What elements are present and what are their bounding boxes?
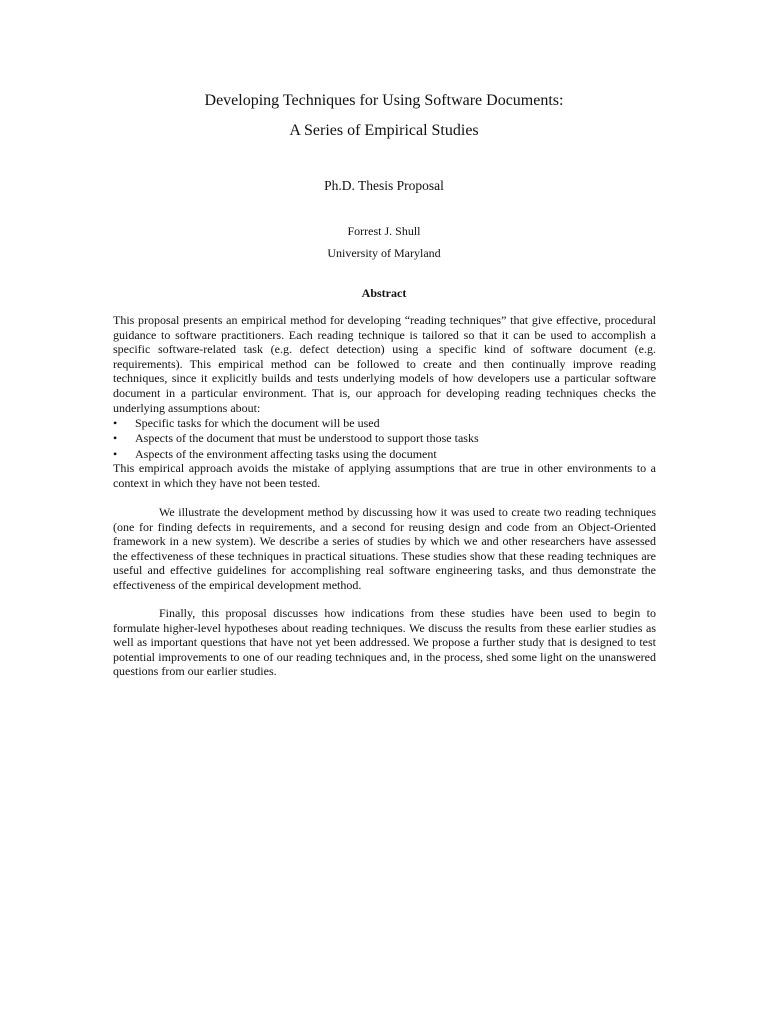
title-line-2: A Series of Empirical Studies	[289, 122, 479, 139]
abstract-after-list-paragraph: This empirical approach avoids the mistake of applying assumptions that are true in other environments to a context in which they have not been tested.	[113, 461, 656, 490]
title-line-1: Developing Techniques for Using Software Documents:	[204, 92, 564, 109]
assumptions-list	[113, 416, 656, 462]
bullet-marker: •	[113, 431, 118, 446]
author-affiliation: University of Maryland	[327, 246, 441, 260]
author-name: Forrest J. Shull	[347, 224, 421, 238]
list-item-text: Aspects of the document that must be understood to support those tasks	[135, 431, 479, 446]
list-item-text: Aspects of the environment affecting tasks using the document	[135, 446, 437, 461]
document-subtitle: Ph.D. Thesis Proposal	[324, 178, 444, 193]
list-item-text: Specific tasks for which the document will be used	[135, 416, 380, 430]
bullet-marker: •	[113, 416, 118, 430]
bullet-marker: •	[113, 446, 118, 461]
abstract-heading: Abstract	[361, 286, 407, 300]
list-item	[113, 416, 656, 431]
abstract-intro-paragraph: This proposal presents an empirical method for developing “reading techniques” that give effective, procedural guidance to software practitioners. Each reading technique is tailored so that it can be used to accomplish a specific software-related task (e.g. defect detection) using a specific kind of software document (e.g. requirements). This empirical method can be followed to create and then continually improve reading techniques, since it explicitly builds and tests underlying models of how developers use a particular software document in a particular environment. That is, our approach for developing reading techniques checks the underlying assumptions about:	[113, 313, 656, 415]
abstract-paragraph-3: Finally, this proposal discusses how indications from these studies have been used to begin to formulate higher-level hypotheses about reading techniques. We discuss the results from these earlier studies as well as important questions that have not yet been addressed. We propose a further study that is designed to test potential improvements to one of our reading techniques and, in the process, shed some light on the unanswered questions from our earlier studies.	[113, 606, 656, 679]
list-item	[113, 431, 656, 446]
abstract-paragraph-2: We illustrate the development method by discussing how it was used to create two reading techniques (one for finding defects in requirements, and a second for reusing design and code from an Object-Oriented framework in a new system). We describe a series of studies by which we and other researchers have assessed the effectiveness of these techniques in practical situations. These studies show that these reading techniques are useful and effective guidelines for accomplishing real software engineering tasks, and thus demonstrate the effectiveness of the empirical development method.	[113, 505, 656, 592]
list-item	[113, 447, 656, 462]
